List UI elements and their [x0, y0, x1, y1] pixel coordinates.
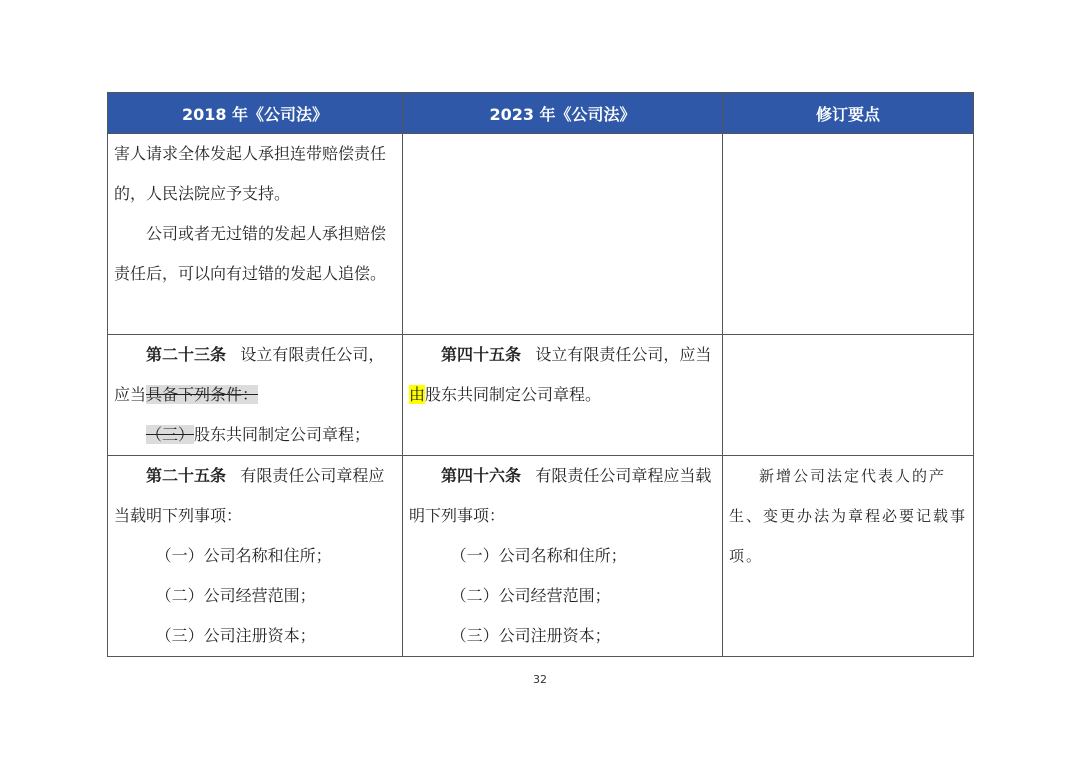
list-item: （三）公司注册资本； — [155, 626, 316, 645]
article-text: 设立有限责任公司，应当 — [114, 345, 385, 404]
list-item: （一）公司名称和住所； — [155, 546, 332, 565]
highlighted-text: 由 — [409, 385, 426, 404]
new-paragraph — [409, 335, 716, 415]
list-item: （三）公司注册资本； — [450, 626, 611, 645]
old-paragraph — [114, 415, 396, 455]
header-revision-points: 修订要点 — [723, 93, 974, 134]
article-text: 设立有限责任公司，应当 — [535, 345, 712, 364]
comparison-table — [107, 92, 974, 657]
article-number: 第四十五条 — [441, 345, 522, 364]
old-paragraph — [114, 335, 396, 415]
article-number: 第四十六条 — [441, 466, 522, 485]
table-row — [108, 456, 974, 657]
list-item: （一）公司名称和住所； — [450, 546, 627, 565]
article-text: 有限责任公司章程应当载明下列事项： — [409, 466, 712, 525]
old-paragraph: 公司或者无过错的发起人承担赔偿责任后，可以向有过错的发起人追偿。 — [114, 224, 387, 283]
article-text: 股东共同制定公司章程。 — [425, 385, 602, 404]
cell-notes — [723, 456, 974, 657]
deleted-text: 具备下列条件： — [146, 385, 259, 404]
table-row — [108, 335, 974, 456]
old-paragraph — [114, 456, 396, 536]
cell-2018 — [108, 335, 403, 456]
deleted-text: （三） — [146, 425, 195, 444]
old-paragraph: 害人请求全体发起人承担连带赔偿责任的，人民法院应予支持。 — [114, 144, 387, 203]
cell-notes — [723, 134, 974, 335]
cell-2018 — [108, 134, 403, 335]
cell-2023 — [403, 335, 723, 456]
table-row — [108, 134, 974, 335]
header-row — [108, 93, 974, 134]
article-text: 有限责任公司章程应当载明下列事项： — [114, 466, 385, 525]
cell-2018 — [108, 456, 403, 657]
article-number: 第二十五条 — [146, 466, 227, 485]
cell-2023 — [403, 134, 723, 335]
header-2018-law: 2018 年《公司法》 — [108, 93, 403, 134]
list-item: （二）公司经营范围； — [450, 586, 611, 605]
page-number: 32 — [533, 673, 547, 686]
cell-notes — [723, 335, 974, 456]
article-text: 股东共同制定公司章程； — [194, 425, 371, 444]
article-number: 第二十三条 — [146, 345, 227, 364]
new-paragraph — [409, 456, 716, 536]
revision-note: 新增公司法定代表人的产生、变更办法为章程必要记载事项。 — [729, 467, 968, 565]
list-item: （二）公司经营范围； — [155, 586, 316, 605]
cell-2023 — [403, 456, 723, 657]
header-2023-law: 2023 年《公司法》 — [403, 93, 723, 134]
